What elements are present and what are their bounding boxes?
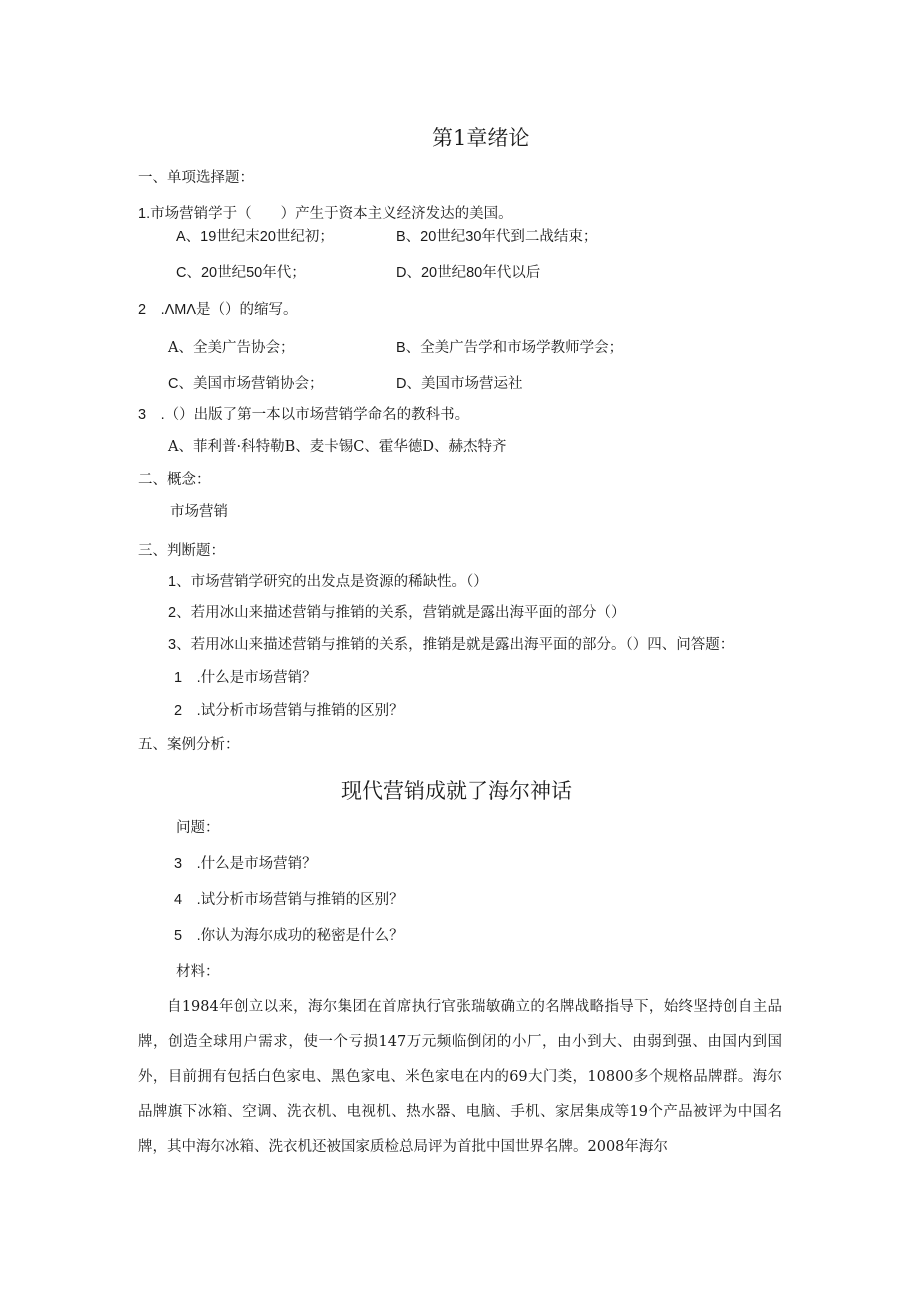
question-1-option-d: D、20世纪80年代以后	[396, 265, 541, 281]
question-3-options: A、菲利普·科特勒B、麦卡锡C、霍华德D、赫杰特齐	[168, 439, 507, 455]
case-question-4: 4 .试分析市场营销与推销的区别？	[174, 892, 404, 908]
case-questions-label: 问题：	[176, 820, 220, 836]
case-material-text: 自1984年创立以来，海尔集团在首席执行官张瑞敏确立的名牌战略指导下，始终坚持创自主品牌，创造全球用户需求，使一个亏损147万元频临倒闭的小厂，由小到大、由弱到强、由国内到国外，目前拥有包括白色家电、黑色家电、米色家电在内的69大门类，10800多个规格品牌群。海尔品牌旗下冰箱、空调、洗衣机、电视机、热水器、电脑、手机、家居集成等19个产品被评为中国名牌，其中海尔冰箱、洗衣机还被国家质检总局评为首批中国世界名牌。2008年海尔	[138, 999, 782, 1155]
case-question-5: 5 .你认为海尔成功的秘密是什么？	[174, 928, 404, 944]
case-question-3: 3 .什么是市场营销？	[174, 856, 317, 872]
case-material-paragraph	[138, 990, 782, 1165]
question-1-option-b: B、20世纪30年代到二战结束；	[396, 229, 598, 245]
qa-question-2: 2 .试分析市场营销与推销的区别？	[174, 703, 404, 719]
judgment-item-3: 3、若用冰山来描述营销与推销的关系，推销是就是露出海平面的部分。（）四、问答题：	[168, 637, 735, 653]
section-heading-single-choice: 一、单项选择题：	[138, 170, 254, 186]
case-material-label: 材料：	[176, 964, 220, 980]
chapter-title: 第1章绪论	[432, 126, 530, 150]
question-1-option-a: A、19世纪末20世纪初；	[176, 229, 334, 245]
question-1-option-c: C、20世纪50年代；	[176, 265, 306, 281]
question-2-stem: 2 .ΛMΛ是（）的缩写。	[138, 302, 298, 318]
section-heading-judgment: 三、判断题：	[138, 543, 225, 559]
question-3-stem: 3 .（）出版了第一本以市场营销学命名的教科书。	[138, 407, 470, 423]
question-2-option-c: C、美国市场营销协会；	[168, 376, 324, 392]
question-2-option-a: A、全美广告协会；	[168, 340, 295, 356]
judgment-item-2: 2、若用冰山来描述营销与推销的关系，营销就是露出海平面的部分（）	[168, 605, 626, 621]
concept-term: 市场营销	[170, 504, 228, 520]
question-1-stem: 1.市场营销学于（ ）产生于资本主义经济发达的美国。	[138, 206, 513, 222]
case-title: 现代营销成就了海尔神话	[341, 779, 572, 803]
question-2-option-d: D、美国市场营运社	[396, 376, 523, 392]
question-2-option-b: B、全美广告学和市场学教师学会；	[396, 340, 624, 356]
section-heading-case-analysis: 五、案例分析：	[138, 737, 240, 753]
judgment-item-1: 1、市场营销学研究的出发点是资源的稀缺性。（）	[168, 574, 488, 590]
section-heading-concept: 二、概念：	[138, 472, 211, 488]
qa-question-1: 1 .什么是市场营销？	[174, 670, 317, 686]
